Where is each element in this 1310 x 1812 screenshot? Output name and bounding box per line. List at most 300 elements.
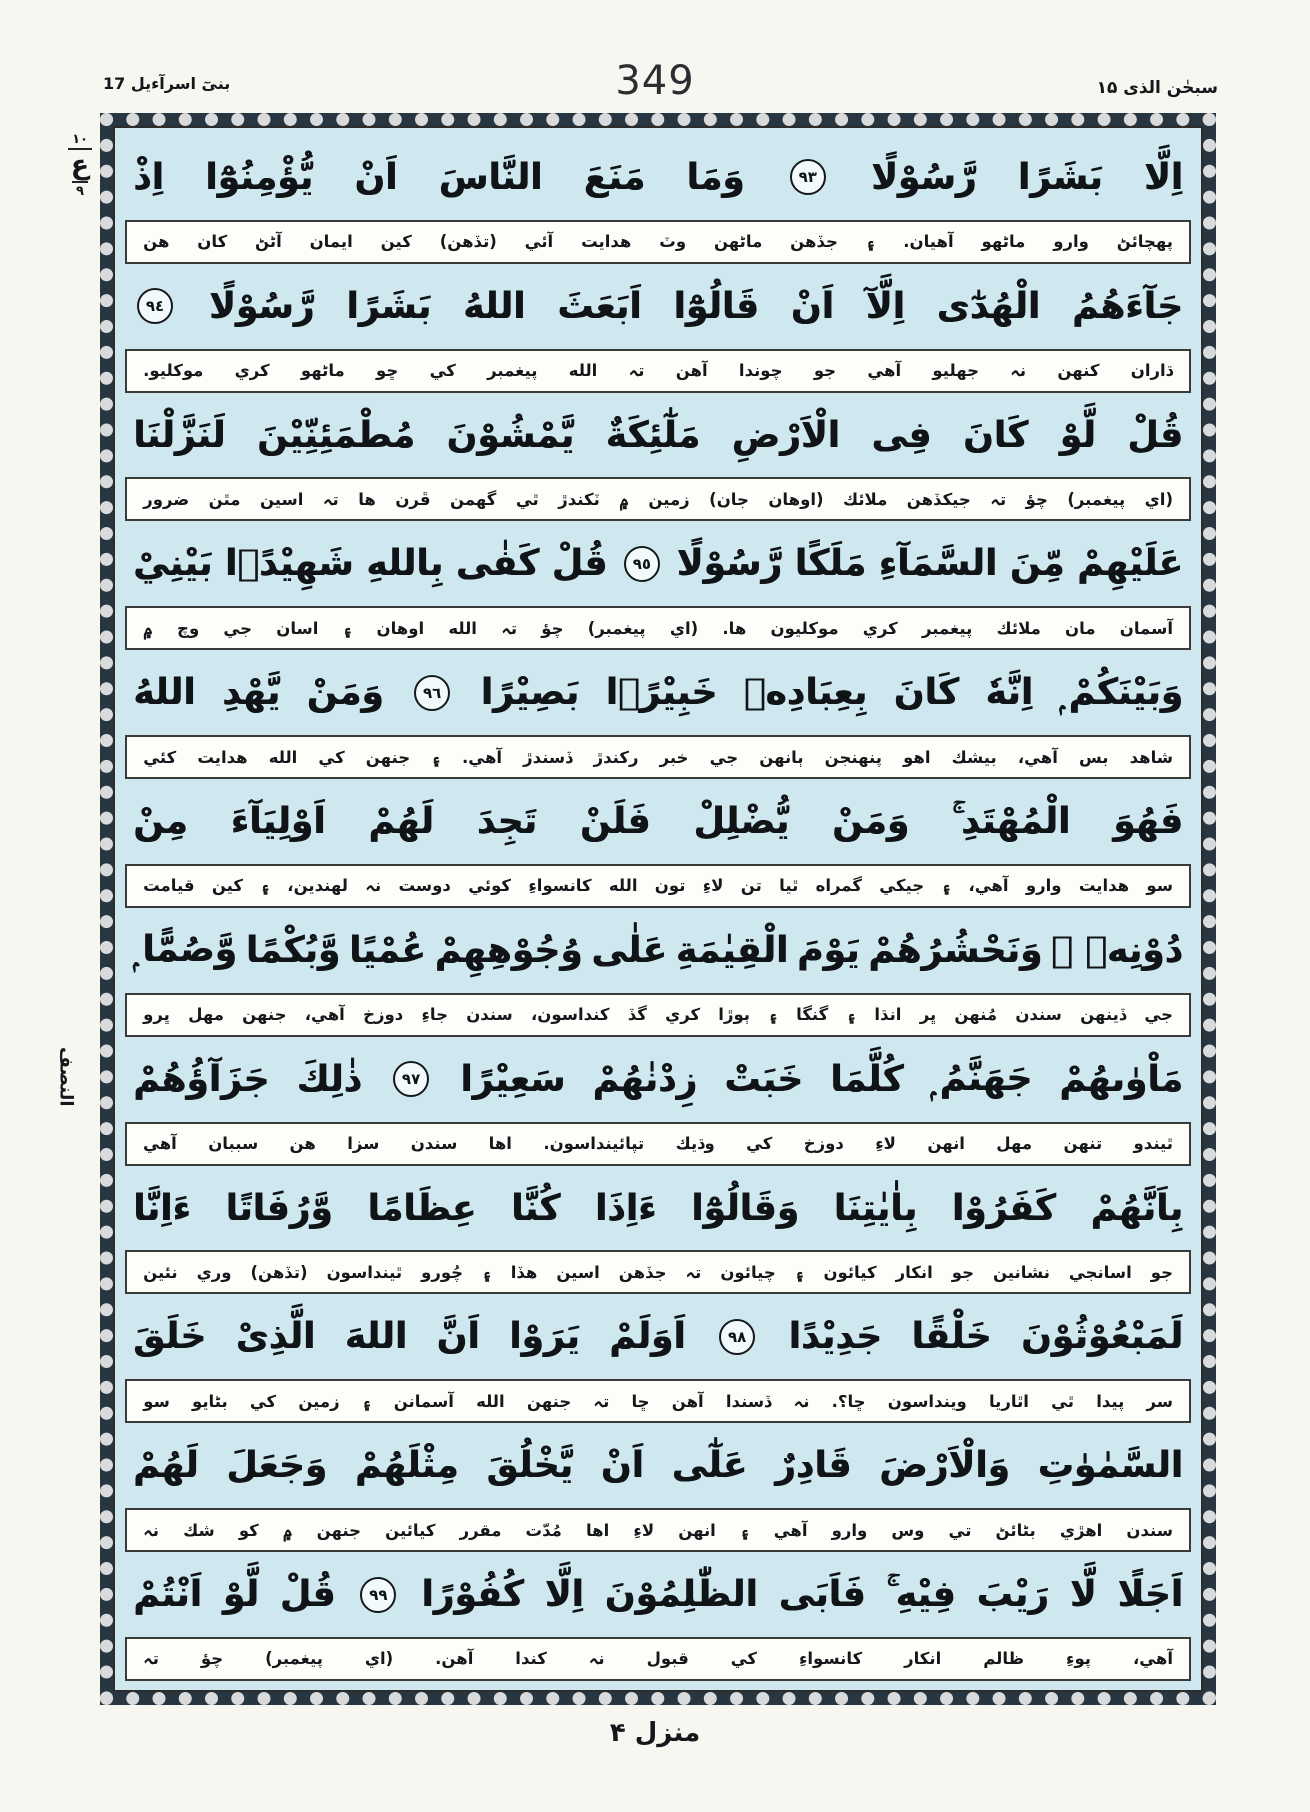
translation-word: گمراه xyxy=(815,876,862,896)
translation-word: پيغمبر) xyxy=(265,1649,323,1669)
arabic-word: لَمَبْعُوْثُوْنَ xyxy=(1020,1316,1183,1358)
translation-word: جي xyxy=(223,618,253,638)
translation-word: ۽ xyxy=(768,1005,778,1025)
translation-line xyxy=(125,1379,1191,1423)
translation-word: دوست xyxy=(398,876,451,896)
translation-word: جاءِ xyxy=(421,1005,448,1025)
translation-word: ٿي xyxy=(1051,1391,1074,1411)
translation-word: كين xyxy=(211,876,243,896)
translation-word: تہ xyxy=(628,361,645,381)
translation-word: كو xyxy=(238,1520,259,1540)
translation-word: كي xyxy=(730,1649,758,1669)
translation-word: كئي xyxy=(143,747,177,767)
translation-word: پيغمبر xyxy=(921,618,973,638)
arabic-word: وَّرُفَاتًا xyxy=(225,1187,333,1229)
translation-word: اوهان xyxy=(376,618,425,638)
translation-word: ۽ xyxy=(739,1520,750,1540)
translation-word: گهمن xyxy=(449,489,497,509)
translation-word: اها xyxy=(585,1520,610,1540)
translation-word: كنداسون، xyxy=(531,1005,610,1025)
arabic-word: لَّا xyxy=(1069,1574,1097,1616)
translation-word: تي xyxy=(948,1520,972,1540)
arabic-word: اَجَلًا xyxy=(1117,1574,1183,1616)
translation-word: ملائك xyxy=(996,618,1041,638)
translation-word: چوندا xyxy=(738,361,783,381)
translation-word: تہ xyxy=(685,1262,702,1282)
translation-word: ڀر xyxy=(919,1005,937,1025)
translation-word: تہ xyxy=(593,1391,610,1411)
translation-word: ڏينهن xyxy=(1080,1005,1127,1025)
arabic-word: اِلَّا xyxy=(1143,156,1183,198)
translation-word: جيكي xyxy=(879,876,925,896)
quran-arabic-line xyxy=(117,1553,1199,1636)
arabic-word: السَّمٰوٰتِ xyxy=(1037,1445,1183,1487)
arabic-word: كُلَّمَا xyxy=(830,1058,904,1100)
quran-arabic-line xyxy=(117,1295,1199,1378)
translation-word: ۽ xyxy=(361,1391,372,1411)
translation-word: جنهن xyxy=(242,1005,287,1025)
translation-word: ماڻهو xyxy=(300,361,345,381)
arabic-word: خَلْقًا xyxy=(911,1316,992,1358)
translation-word: گنگا xyxy=(796,1005,829,1025)
arabic-word: قُلْ xyxy=(1127,414,1183,456)
ruku-ain-symbol: ع xyxy=(70,150,90,181)
translation-word: ۽ xyxy=(794,1262,805,1282)
translation-word: ٿينداسون xyxy=(326,1262,403,1282)
translation-line xyxy=(125,220,1191,264)
translation-word: ٻوڙا xyxy=(718,1005,750,1025)
arabic-word: لَّوْ xyxy=(1059,414,1096,456)
ayah-number-badge: ٩٤ xyxy=(137,288,173,324)
translation-word: كي xyxy=(318,747,345,767)
translation-word: ضرور xyxy=(143,489,190,509)
translation-word: كري xyxy=(665,1005,701,1025)
arabic-word: ءَاِذَا xyxy=(594,1187,657,1229)
translation-word: هڏا xyxy=(510,1262,538,1282)
translation-word: آهي xyxy=(867,361,902,381)
ruku-marker xyxy=(58,132,102,199)
arabic-word: سَعِيْرًا xyxy=(460,1058,566,1100)
translation-word: ڇو xyxy=(376,361,399,381)
arabic-word: كَفَرُوْا xyxy=(951,1187,1056,1229)
nisf-juz-label: النصف xyxy=(55,1047,77,1107)
translation-word: الله xyxy=(568,361,598,381)
arabic-word: اَوَلَمْ xyxy=(609,1316,686,1358)
translation-word: تپائينداسون. xyxy=(543,1134,645,1154)
arabic-word: وَّبُكْمًا xyxy=(245,929,341,971)
page-number: 349 xyxy=(615,58,695,104)
arabic-word: اِلَّآ xyxy=(865,285,905,327)
arabic-word: خَبِيْرًۢا xyxy=(605,672,718,714)
translation-word: سر xyxy=(1146,1391,1173,1411)
arabic-word: وَمَنْ xyxy=(832,801,910,843)
juz-name-label: سبحٰن الذى ۱۵ xyxy=(1096,78,1218,98)
manzil-label: منزل ۴ xyxy=(609,1718,701,1748)
ayah-number-badge: ٩٧ xyxy=(393,1061,429,1097)
arabic-word: جَدِيْدًا xyxy=(788,1316,882,1358)
arabic-word: مِّنَ xyxy=(1009,543,1065,585)
translation-word: كي xyxy=(746,1134,773,1154)
arabic-word: لَنَزَّلْنَا xyxy=(133,414,226,456)
translation-word: الله xyxy=(448,618,477,638)
arabic-word: كَانَ xyxy=(962,414,1029,456)
arabic-word: لَهُمْ xyxy=(368,801,434,843)
translation-word: كيائين xyxy=(385,1520,436,1540)
translation-word: سزا xyxy=(347,1134,380,1154)
translation-word: ماڻهو xyxy=(981,232,1026,252)
arabic-word: يَرَوْا xyxy=(509,1316,580,1358)
translation-word: كان xyxy=(197,232,228,252)
translation-word: جو xyxy=(951,1262,974,1282)
translation-word: هدايت xyxy=(197,747,248,767)
translation-word: بڻائڻ xyxy=(995,1520,1036,1540)
translation-word: پيدا xyxy=(1096,1391,1125,1411)
translation-row xyxy=(117,348,1199,394)
translation-line xyxy=(125,1250,1191,1294)
translation-word: هن xyxy=(289,1134,316,1154)
translation-word: آهن xyxy=(671,1391,704,1411)
translation-row xyxy=(117,863,1199,909)
translation-word: مهل xyxy=(188,1005,224,1025)
translation-word: (تڏهن) xyxy=(250,1262,308,1282)
translation-word: جنهن xyxy=(316,1520,362,1540)
translation-word: كنهن xyxy=(1057,361,1100,381)
translation-word: جان) xyxy=(709,489,749,509)
arabic-word: مَلَكًا xyxy=(794,543,867,585)
arabic-word: الْمُهْتَدِ ۚ xyxy=(951,800,1071,842)
translation-word: اسانجي xyxy=(1068,1262,1132,1282)
arabic-word: الظّٰلِمُوْنَ xyxy=(604,1574,758,1616)
translation-row xyxy=(117,219,1199,265)
ayah-number-badge: ٩٨ xyxy=(719,1319,755,1355)
arabic-word: بِعِبَادِهٖ xyxy=(743,672,868,714)
arabic-word: كَانَ xyxy=(893,672,959,714)
arabic-word: اَوْلِيَآءَ xyxy=(230,801,326,843)
arabic-word: فِيْهِ ۚ xyxy=(886,1573,956,1615)
translation-word: آهي، xyxy=(968,876,1009,896)
quran-arabic-line xyxy=(117,1424,1199,1507)
translation-word: كي xyxy=(249,1391,277,1411)
arabic-word: وَمَنْ xyxy=(306,672,384,714)
translation-word: كانسواءِ xyxy=(798,1649,863,1669)
translation-word: پيغمبر xyxy=(487,361,538,381)
arabic-word: مَلٰٓئِكَةٌ xyxy=(605,414,701,456)
translation-word: هدايت xyxy=(1078,876,1130,896)
arabic-word: اِذْ xyxy=(133,156,164,198)
translation-row xyxy=(117,1121,1199,1167)
arabic-word: بَشَرًا xyxy=(346,285,432,327)
arabic-word: اَنْ xyxy=(790,285,834,327)
translation-word: كانسواءِ xyxy=(528,876,592,896)
arabic-word: وَّصُمًّا ۭ xyxy=(133,929,237,971)
translation-word: وڌيك xyxy=(675,1134,715,1154)
surah-name-label: بنىٓ اسرآءيل 17 xyxy=(103,74,231,93)
arabic-word: اَبَعَثَ xyxy=(557,285,642,327)
translation-word: (اوهان xyxy=(768,489,824,509)
translation-word: كين xyxy=(380,232,412,252)
ayah-number-badge: ٩٣ xyxy=(790,159,826,195)
arabic-word: خَبَتْ xyxy=(724,1058,804,1100)
arabic-word: قُلْ xyxy=(551,543,608,585)
translation-word: سندن xyxy=(1126,1520,1173,1540)
translation-word: ۽ xyxy=(260,876,270,896)
translation-word: جو xyxy=(813,361,837,381)
arabic-word: الْقِيٰمَةِ xyxy=(675,929,789,971)
translation-word: (تڏهن) xyxy=(439,232,497,252)
translation-word: آهي، xyxy=(1132,1649,1173,1669)
translation-word: چيائون xyxy=(720,1262,776,1282)
translation-word: نہ xyxy=(1010,361,1027,381)
arabic-word: فَلَنْ xyxy=(579,801,651,843)
translation-word: سببان xyxy=(208,1134,259,1154)
arabic-word: اللهُ xyxy=(133,672,196,714)
translation-word: آئي xyxy=(524,232,554,252)
translation-word: بيشك xyxy=(951,747,997,767)
translation-word: انهن xyxy=(678,1520,716,1540)
translation-word: (اي xyxy=(364,1649,394,1669)
arabic-word: لَّوْ xyxy=(222,1574,259,1616)
arabic-word: يُّضْلِلْ xyxy=(693,801,790,843)
arabic-word: زِدْنٰهُمْ xyxy=(592,1058,698,1100)
translation-line xyxy=(125,1508,1191,1552)
translation-word: لاءِ xyxy=(702,876,724,896)
translation-row xyxy=(117,734,1199,780)
arabic-word: مُطْمَئِنِّيْنَ xyxy=(256,414,415,456)
translation-word: ڇا xyxy=(631,1391,650,1411)
translation-word: آهي xyxy=(773,1520,808,1540)
translation-word: ڦرن xyxy=(395,489,431,509)
translation-word: جي xyxy=(1144,1005,1173,1025)
translation-word: وچ xyxy=(177,618,200,638)
quran-arabic-line xyxy=(117,780,1199,863)
translation-word: پيغمبر) xyxy=(587,618,646,638)
quran-arabic-line xyxy=(117,522,1199,605)
translation-word: لاءِ xyxy=(875,1134,896,1154)
translation-line xyxy=(125,477,1191,521)
arabic-word: مَاْوٰىهُمْ xyxy=(1059,1058,1183,1100)
translation-word: انكار xyxy=(904,1649,942,1669)
translation-word: سو xyxy=(1146,876,1173,896)
arabic-word: الْهُدٰٓى xyxy=(936,285,1041,327)
arabic-word: عَلٰٓى xyxy=(671,1445,748,1487)
arabic-word: فَهُوَ xyxy=(1113,801,1183,843)
translation-word: الله xyxy=(476,1391,505,1411)
translation-word: ڀرو xyxy=(143,1005,170,1025)
arabic-word: دُوْنِهٖ ۭ xyxy=(1051,929,1183,971)
arabic-word: تَجِدَ xyxy=(476,801,537,843)
translation-word: موكليو. xyxy=(143,361,204,381)
translation-word: جنهن xyxy=(526,1391,572,1411)
translation-word: وارو xyxy=(1053,232,1089,252)
translation-word: كيائون xyxy=(823,1262,877,1282)
translation-word: جو xyxy=(1150,1262,1173,1282)
translation-word: اهڙي xyxy=(1059,1520,1103,1540)
translation-word: آهن xyxy=(675,361,708,381)
arabic-word: السَّمَآءِ xyxy=(878,543,998,585)
arabic-word: رَّسُوْلًا xyxy=(676,543,783,585)
translation-word: زمين xyxy=(648,489,690,509)
translation-word: سو xyxy=(143,1391,170,1411)
translation-word: كري xyxy=(862,618,898,638)
arabic-word: وَقَالُوْٓا xyxy=(691,1187,799,1229)
arabic-word: بِاَنَّهُمْ xyxy=(1090,1187,1183,1229)
translation-word: وارو xyxy=(1025,876,1062,896)
translation-line xyxy=(125,349,1191,393)
arabic-word: اِنَّهٗ xyxy=(985,672,1034,714)
translation-word: تہ xyxy=(990,489,1007,509)
translation-word: ايمان xyxy=(309,232,353,252)
arabic-word: يَّهْدِ xyxy=(222,672,281,714)
translation-word: آڻڻ xyxy=(255,232,282,252)
translation-word: بڻايو xyxy=(191,1391,228,1411)
translation-row xyxy=(117,476,1199,522)
translation-word: ٽكندڙ xyxy=(558,489,600,509)
translation-word: آهن. xyxy=(435,1649,474,1669)
arabic-word: خَلَقَ xyxy=(133,1316,207,1358)
translation-word: ملائك xyxy=(842,489,888,509)
translation-word: آهيان. xyxy=(903,232,954,252)
translation-row xyxy=(117,1378,1199,1424)
arabic-word: يُّؤْمِنُوْٓا xyxy=(205,156,314,198)
translation-word: سندن xyxy=(1015,1005,1062,1025)
translation-word: چؤ xyxy=(200,1649,224,1669)
translation-word: انكار xyxy=(895,1262,933,1282)
translation-word: آهي، xyxy=(1017,747,1058,767)
translation-word: جهليو xyxy=(932,361,979,381)
translation-word: سندن xyxy=(466,1005,513,1025)
arabic-word: وُجُوْهِهِمْ xyxy=(434,929,583,971)
arabic-word: الْاَرْضِ xyxy=(731,414,840,456)
translation-word: خبر xyxy=(659,747,689,767)
translation-row xyxy=(117,1636,1199,1682)
arabic-word: وَنَحْشُرُهُمْ xyxy=(868,929,1043,971)
translation-word: نہ xyxy=(143,1520,160,1540)
translation-word: وٽ xyxy=(659,232,687,252)
arabic-word: قُلْ xyxy=(279,1574,336,1616)
translation-word: ڏسندا xyxy=(725,1391,772,1411)
arabic-word: اِلَّا xyxy=(544,1574,584,1616)
translation-word: جنهن xyxy=(365,747,411,767)
translation-word: ۽ xyxy=(846,1005,857,1025)
arabic-word: جَهَنَّمُ ۭ xyxy=(930,1058,1033,1100)
translation-row xyxy=(117,1249,1199,1295)
translation-word: گڏ xyxy=(627,1005,647,1025)
translation-word: تون xyxy=(654,876,686,896)
arabic-word: عَلٰى xyxy=(591,929,667,971)
arabic-word: ءَاِنَّا xyxy=(133,1187,191,1229)
translation-word: تن xyxy=(740,876,762,896)
translation-word: بس xyxy=(1078,747,1109,767)
translation-word: ركندڙ xyxy=(593,747,639,767)
translation-line xyxy=(125,606,1191,650)
arabic-word: عُمْيًا xyxy=(348,929,426,971)
arabic-word: بَشَرًا xyxy=(1017,156,1103,198)
translation-word: وري xyxy=(196,1262,232,1282)
arabic-word: يَّمْشُوْنَ xyxy=(446,414,575,456)
arabic-word: رَّسُوْلًا xyxy=(208,285,315,327)
translation-word: مٿن xyxy=(208,489,241,509)
arabic-word: بِاٰيٰتِنَا xyxy=(833,1187,918,1229)
arabic-word: رَيْبَ xyxy=(976,1574,1049,1616)
translation-word: پنهنجن xyxy=(824,747,882,767)
arabic-word: وَجَعَلَ xyxy=(226,1445,328,1487)
translation-word: ٿيا xyxy=(779,876,799,896)
arabic-word: وَبَيْنَكُمْ ۭ xyxy=(1059,671,1183,713)
translation-word: ۾ xyxy=(282,1520,293,1540)
translation-word: اهو xyxy=(903,747,931,767)
ayah-number-badge: ٩٦ xyxy=(414,675,450,711)
translation-word: (اي xyxy=(1144,489,1173,509)
translation-word: انڌا xyxy=(874,1005,902,1025)
arabic-word: بَصِيْرًا xyxy=(480,672,580,714)
arabic-word: عَلَيْهِمْ xyxy=(1077,543,1183,585)
quran-arabic-line xyxy=(117,136,1199,219)
translation-word: مان xyxy=(1065,618,1096,638)
translation-word: ٿي xyxy=(515,489,539,509)
translation-word: (اي xyxy=(669,618,699,638)
translation-word: ۾ xyxy=(619,489,629,509)
arabic-word: مَنَعَ xyxy=(583,156,646,198)
translation-word: ۽ xyxy=(941,876,952,896)
translation-word: تنهن xyxy=(1063,1134,1103,1154)
arabic-word: يَوْمَ xyxy=(796,929,860,971)
translation-word: شاهد xyxy=(1129,747,1173,767)
translation-word: ها xyxy=(358,489,376,509)
translation-word: ۽ xyxy=(431,747,441,767)
translation-word: نہ xyxy=(793,1391,810,1411)
arabic-word: جَآءَهُمُ xyxy=(1071,285,1183,327)
translation-word: ۾ xyxy=(143,618,153,638)
quran-arabic-line xyxy=(117,265,1199,348)
arabic-word: قَادِرٌ xyxy=(775,1445,852,1487)
translation-word: اها xyxy=(488,1134,512,1154)
translation-word: لهندين، xyxy=(287,876,348,896)
quran-arabic-line xyxy=(117,1038,1199,1121)
translation-row xyxy=(117,1507,1199,1553)
translation-word: دوزخ xyxy=(363,1005,404,1025)
translation-word: ۽ xyxy=(342,618,353,638)
translation-word: ۽ xyxy=(865,232,876,252)
translation-word: زمين xyxy=(298,1391,340,1411)
translation-word: پهچائڻ xyxy=(1116,232,1173,252)
translation-word: نئين xyxy=(143,1262,178,1282)
arabic-word: لَهُمْ xyxy=(133,1445,199,1487)
translation-word: جڏهن xyxy=(790,232,838,252)
arabic-word: مِثْلَهُمْ xyxy=(354,1445,459,1487)
arabic-word: فِى xyxy=(871,414,932,456)
translation-word: ۽ xyxy=(482,1262,492,1282)
translation-word: آسمانن xyxy=(393,1391,454,1411)
translation-word: مهل xyxy=(996,1134,1033,1154)
arabic-word: قَالُوْٓا xyxy=(673,285,759,327)
ayah-number-badge: ٩٥ xyxy=(624,546,660,582)
translation-line xyxy=(125,735,1191,779)
quran-arabic-line xyxy=(117,651,1199,734)
translation-word: تہ xyxy=(143,1649,159,1669)
arabic-word: اللهُ xyxy=(463,285,526,327)
translation-word: مُدّت xyxy=(525,1520,562,1540)
translation-word: اسين xyxy=(556,1262,600,1282)
translation-word: قيامت xyxy=(143,876,195,896)
translation-word: لاءِ xyxy=(633,1520,655,1540)
arabic-word: اللهَ xyxy=(344,1316,408,1358)
translation-word: مقرر xyxy=(459,1520,502,1540)
arabic-word: النَّاسَ xyxy=(438,156,543,198)
quran-arabic-line xyxy=(117,1167,1199,1250)
quran-arabic-line xyxy=(117,909,1199,992)
ayah-number-badge: ٩٩ xyxy=(360,1577,396,1613)
quran-body xyxy=(113,126,1203,1692)
